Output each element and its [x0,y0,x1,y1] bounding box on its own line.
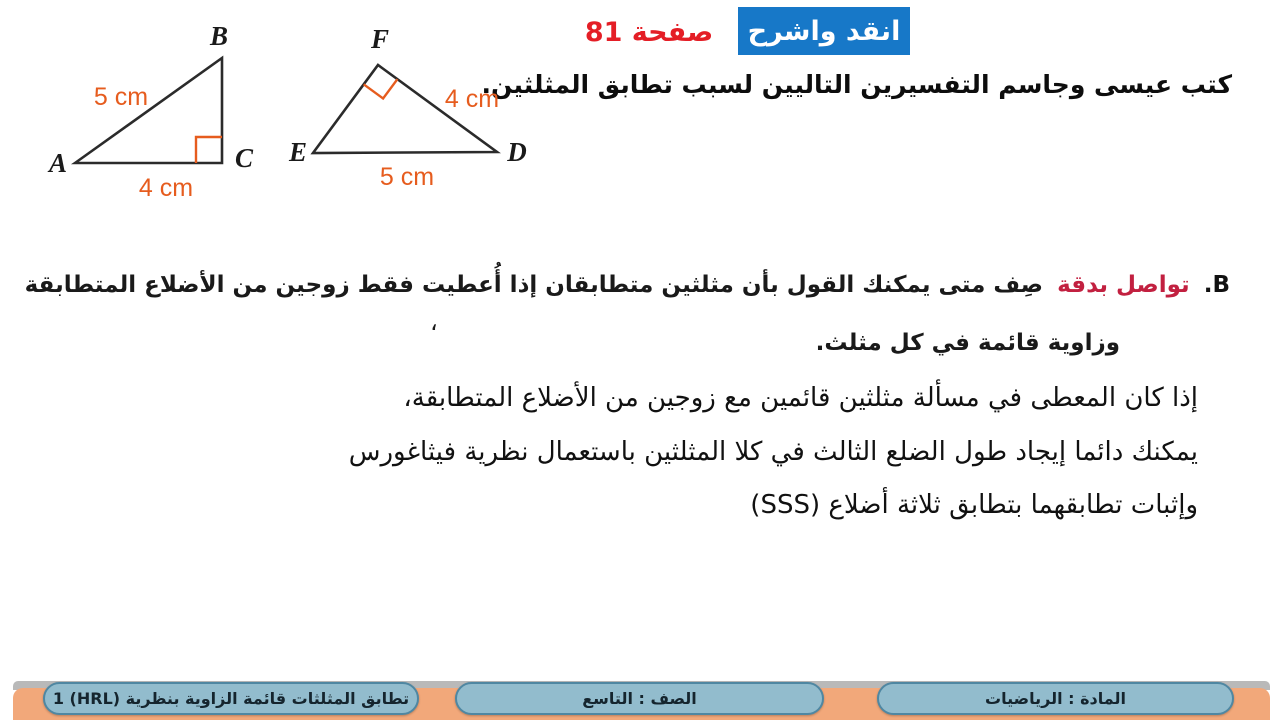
stray-comma-mark: ، [430,308,438,336]
answer-line-2: يمكنك دائما إيجاد طول الضلع الثالث في كلا المثلثين باستعمال نظرية فيثاغورس [348,437,1198,467]
subject-label: المادة : الرياضيات [985,689,1126,708]
footer-subject-capsule [877,682,1234,715]
grade-label: الصف : التاسع [582,689,697,708]
side-ac-measure: 4 cm [138,174,194,202]
triangles-figure [20,15,560,220]
critique-explain-badge [738,7,910,55]
vertex-label-a: A [48,148,68,178]
side-ab-measure: 5 cm [93,83,149,111]
footer-grade-capsule [455,682,824,715]
part-b-keyword: تواصل بدقة [1057,272,1190,298]
side-ed-measure: 5 cm [379,163,435,191]
part-b-label: B. [1203,272,1230,298]
right-angle-mark-c [196,137,222,163]
vertex-label-f: F [370,24,390,54]
page-reference: صفحة 81 [584,16,714,48]
vertex-label-b: B [209,21,229,51]
lesson-title: تطابق المثلثات قائمة الزاوية بنظرية (HRL) 1 [52,689,410,708]
badge-label: انقد واشرح [747,15,901,47]
question-prompt: كتب عيسى وجاسم التفسيرين التاليين لسبب تطابق المثلثين. [481,70,1232,99]
part-b-question-line2: وزاوية قائمة في كل مثلث. [815,330,1120,356]
footer-lesson-capsule [43,682,419,715]
answer-line-1: إذا كان المعطى في مسألة مثلثين قائمين مع زوجين من الأضلاع المتطابقة، [403,383,1198,413]
vertex-label-c: C [234,143,254,173]
side-fd-measure: 4 cm [444,85,500,113]
answer-line-3: وإثبات تطابقهما بتطابق ثلاثة أضلاع (SSS) [750,490,1198,520]
part-b-text: صِف متى يمكنك القول بأن مثلثين متطابقان إذا أُعطيت فقط زوجين من الأضلاع المتطابقة [24,272,1044,298]
vertex-label-d: D [507,137,527,167]
right-angle-mark-f [364,79,398,98]
part-b-question-line1 [25,272,1230,298]
vertex-label-e: E [288,137,308,167]
